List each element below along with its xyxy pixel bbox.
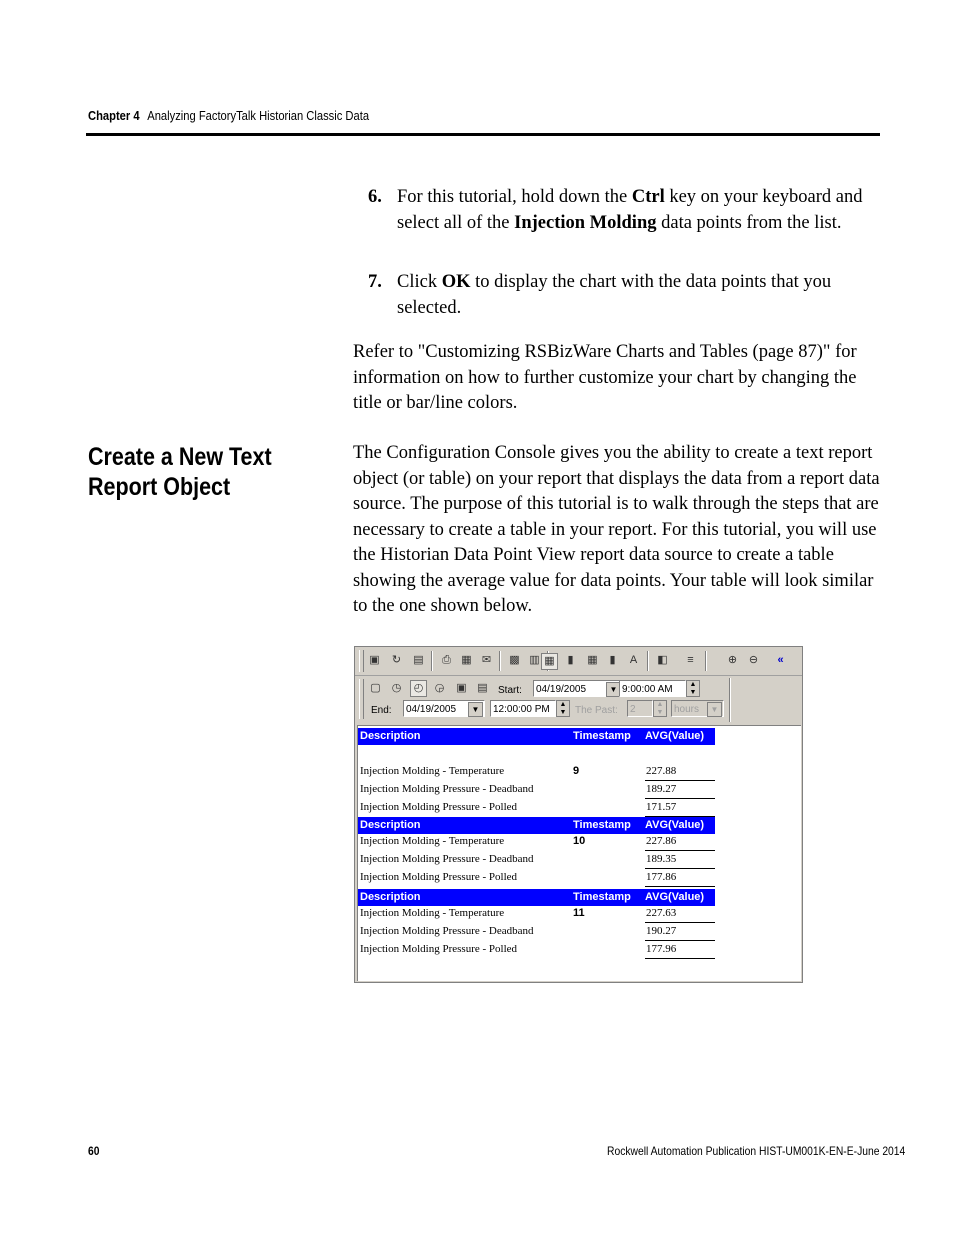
end-time-spinner[interactable]: ▲ ▼ [556, 700, 570, 717]
schedule-icon[interactable]: ◶ [434, 682, 445, 694]
table-row [358, 922, 715, 940]
table-row [358, 850, 715, 868]
running-header [88, 108, 369, 123]
description-cell: Injection Molding - Temperature [360, 907, 505, 919]
table-row [358, 868, 715, 886]
text-run: key on your keyboard and select all of the [397, 187, 863, 233]
description-cell: Injection Molding - Temperature [360, 835, 505, 847]
section-heading: Create a New Text Report Object [88, 443, 272, 501]
start-label: Start: [498, 685, 522, 696]
step-6 [368, 185, 880, 236]
report-screenshot [354, 646, 803, 983]
export-icon[interactable]: ▦ [461, 654, 472, 666]
column-header: Timestamp [573, 891, 631, 903]
alarm-clock-icon[interactable]: ◴ [410, 680, 427, 697]
text-run: to display the chart with the data points that you selected. [397, 272, 832, 318]
intro-paragraph: The Configuration Console gives you the ability to create a text report object (or table) on your report that displays the data from a report data source. The purpose of this tutorial is to walk through the steps that are necessary to create a table in your report. For this tutorial, you will use the Historian Data Point View report data source to create a table showing the average value for data points. Your table will look similar to the one shown below. [353, 443, 880, 616]
end-date-value: 04/19/2005 [406, 704, 457, 715]
value-cell: 227.88 [645, 762, 715, 781]
bar-chart-icon[interactable]: ▮ [567, 654, 574, 666]
zoom-out-icon[interactable]: ⊖ [748, 654, 759, 666]
value-cell: 190.27 [645, 922, 715, 941]
chapter-label: Chapter 4 [88, 108, 140, 123]
table-row [358, 762, 715, 780]
step-7 [368, 270, 880, 321]
past-value-spinner[interactable]: ▲ ▼ [653, 700, 667, 717]
description-cell: Injection Molding Pressure - Polled [360, 943, 518, 955]
start-date-value: 04/19/2005 [536, 684, 587, 695]
value-cell: 177.86 [645, 868, 715, 887]
past-label: The Past: [575, 705, 618, 716]
table-row [358, 904, 715, 922]
refer-paragraph: Refer to "Customizing RSBizWare Charts and Tables (page 87)" for information on how to further customize your chart by changing the title or bar/line colors. [353, 342, 857, 413]
toolbar-grip [359, 679, 364, 719]
end-time-value: 12:00:00 PM [493, 704, 550, 715]
chevron-down-icon[interactable]: ▼ [468, 702, 483, 717]
step-text [397, 270, 880, 321]
table-row [358, 832, 715, 850]
grid-icon[interactable]: ▩ [509, 654, 520, 666]
open-icon[interactable]: ▤ [477, 682, 488, 694]
new-icon[interactable]: ▢ [370, 682, 381, 694]
value-cell: 171.57 [645, 798, 715, 817]
print-preview-icon[interactable]: ▣ [369, 654, 380, 666]
toolbar-separator [705, 651, 707, 671]
text-run: Click [397, 272, 442, 292]
text-run: data points from the list. [656, 212, 842, 233]
end-time-field[interactable] [490, 700, 556, 717]
toolbar-separator [499, 651, 501, 671]
toolbar-separator [647, 651, 649, 671]
save-icon[interactable]: ▣ [456, 682, 467, 694]
text-label-icon[interactable]: A [629, 654, 638, 666]
column-header: Timestamp [573, 730, 631, 742]
description-cell: Injection Molding Pressure - Deadband [360, 783, 534, 795]
past-unit-value: hours [674, 704, 700, 715]
timestamp-cell: 10 [573, 835, 586, 847]
past-unit-select[interactable] [671, 700, 724, 717]
timestamp-cell: 11 [573, 907, 585, 919]
start-time-spinner[interactable]: ▲ ▼ [686, 680, 700, 697]
toolbar-separator [431, 651, 433, 671]
value-cell: 189.27 [645, 780, 715, 799]
description-cell: Injection Molding Pressure - Deadband [360, 853, 534, 865]
table-icon[interactable]: ▥ [529, 654, 540, 666]
column-header: Description [360, 730, 421, 742]
start-time-value: 9:00:00 AM [622, 684, 673, 695]
description-cell: Injection Molding Pressure - Deadband [360, 925, 534, 937]
past-value-field[interactable] [627, 700, 653, 717]
image-icon[interactable]: ◧ [657, 654, 668, 666]
table-header-row [358, 728, 715, 745]
chart-table-icon[interactable]: ▦ [587, 654, 598, 666]
column-header: Description [360, 819, 421, 831]
table-row [358, 798, 715, 816]
formatting-toolbar [355, 647, 802, 676]
step-text [397, 185, 880, 236]
column-header: Timestamp [573, 819, 631, 831]
value-cell: 177.96 [645, 940, 715, 959]
value-cell: 227.63 [645, 904, 715, 923]
description-cell: Injection Molding Pressure - Polled [360, 801, 518, 813]
report-icon[interactable]: ▤ [413, 654, 424, 666]
text-report-table [357, 725, 801, 981]
description-cell: Injection Molding - Temperature [360, 765, 505, 777]
time-range-toolbar [355, 676, 802, 724]
refresh-icon[interactable]: ↻ [391, 654, 402, 666]
table-row [358, 940, 715, 958]
key-name: Ctrl [631, 187, 665, 207]
email-icon[interactable]: ✉ [481, 654, 492, 666]
table-row [358, 780, 715, 798]
clock-icon[interactable]: ◷ [391, 682, 402, 694]
end-label: End: [371, 705, 392, 716]
align-icon[interactable]: ≡ [687, 654, 694, 666]
timestamp-cell: 9 [573, 765, 580, 777]
step-number: 7. [368, 272, 382, 292]
print-icon[interactable]: ⎙ [442, 654, 451, 666]
chevron-down-icon[interactable]: ▼ [707, 702, 722, 717]
chapter-title: Analyzing FactoryTalk Historian Classic Data [147, 108, 370, 123]
end-date-field[interactable] [403, 700, 485, 717]
button-name: OK [441, 272, 471, 292]
header-rule [86, 133, 880, 136]
toolbar-separator [729, 678, 731, 722]
step-number: 6. [368, 187, 382, 207]
page-number: 60 [88, 1144, 100, 1158]
value-cell: 189.35 [645, 850, 715, 869]
column-chart-icon[interactable]: ▮ [609, 654, 616, 666]
start-date-field[interactable] [533, 680, 623, 697]
value-cell: 227.86 [645, 832, 715, 851]
data-point-name: Injection Molding [514, 212, 657, 233]
publication-info: Rockwell Automation Publication HIST-UM001K-EN-E-June 2014 [607, 1144, 906, 1158]
column-header: AVG(Value) [645, 819, 705, 831]
text-report-icon[interactable]: ▦ [541, 653, 558, 670]
collapse-icon[interactable]: « [777, 654, 784, 666]
chevron-down-icon[interactable]: ▼ [606, 682, 621, 697]
zoom-in-icon[interactable]: ⊕ [727, 654, 738, 666]
toolbar-grip [359, 650, 364, 672]
description-cell: Injection Molding Pressure - Polled [360, 871, 518, 883]
start-time-field[interactable] [619, 680, 686, 697]
text-run: For this tutorial, hold down the [397, 187, 632, 207]
column-header: Description [360, 891, 421, 903]
column-header: AVG(Value) [645, 891, 705, 903]
past-value: 2 [630, 704, 636, 715]
column-header: AVG(Value) [645, 730, 705, 742]
